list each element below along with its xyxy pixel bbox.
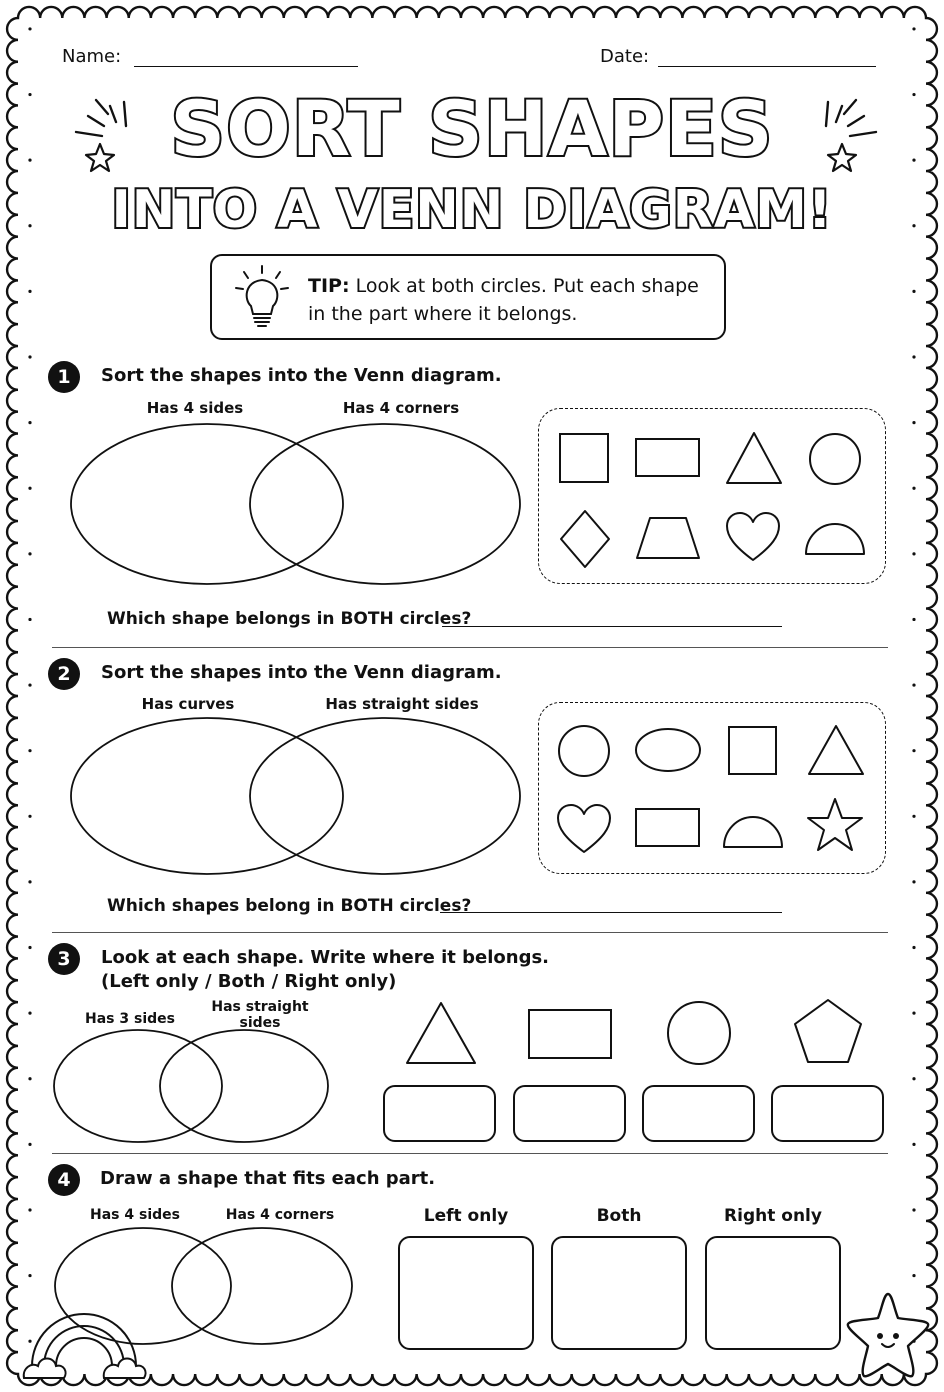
border-dot	[28, 749, 31, 752]
border-dot	[912, 749, 915, 752]
circle-icon[interactable]	[806, 430, 864, 488]
lightbulb-icon	[232, 264, 292, 334]
q2-venn-diagram	[60, 712, 530, 892]
question-2-number: 2	[48, 658, 80, 690]
name-label: Name:	[62, 46, 122, 67]
border-dot	[28, 1274, 31, 1277]
smiling-star-icon	[840, 1288, 936, 1384]
date-label: Date:	[600, 46, 650, 67]
rectangle-icon[interactable]	[633, 436, 703, 480]
q1-right-label: Has 4 corners	[342, 399, 460, 417]
tip-label: TIP:	[308, 275, 350, 297]
rectangle-icon[interactable]	[633, 806, 703, 850]
q3-answer-box-pentagon[interactable]	[771, 1085, 884, 1142]
border-dot	[912, 1077, 915, 1080]
border-dot	[28, 552, 31, 555]
square-icon[interactable]	[726, 724, 780, 778]
border-dot	[912, 1208, 915, 1211]
border-dot	[28, 618, 31, 621]
pentagon-icon	[792, 997, 864, 1065]
q3-venn-diagram	[50, 1026, 340, 1156]
border-dot	[28, 1077, 31, 1080]
rainbow-icon	[20, 1300, 150, 1384]
q4-draw-box-left-only[interactable]	[398, 1236, 534, 1350]
border-dot	[912, 1143, 915, 1146]
q3-answer-box-triangle[interactable]	[383, 1085, 496, 1142]
q2-left-label: Has curves	[141, 695, 235, 713]
q3-answer-box-circle[interactable]	[642, 1085, 755, 1142]
date-line[interactable]	[658, 66, 876, 67]
question-4-number: 4	[48, 1164, 80, 1196]
q1-answer-line[interactable]	[442, 626, 782, 627]
border-dot	[28, 27, 31, 30]
border-dot	[912, 290, 915, 293]
border-dot	[28, 683, 31, 686]
border-dot	[28, 946, 31, 949]
sparkle-icon	[806, 92, 886, 182]
border-dot	[912, 1274, 915, 1277]
border-dot	[912, 946, 915, 949]
border-dot	[28, 880, 31, 883]
tip-box	[210, 254, 726, 340]
heart-icon[interactable]	[555, 802, 613, 856]
star-icon[interactable]	[804, 796, 866, 856]
q2-both-question: Which shapes belong in BOTH circles?	[107, 896, 472, 916]
border-dot	[912, 487, 915, 490]
triangle-icon	[404, 1000, 478, 1066]
name-line[interactable]	[134, 66, 358, 67]
q3-left-label: Has 3 sides	[85, 1011, 175, 1027]
triangle-icon[interactable]	[724, 430, 784, 486]
border-dot	[912, 27, 915, 30]
q1-venn-diagram	[60, 416, 530, 596]
square-icon[interactable]	[557, 431, 611, 485]
border-dot	[912, 552, 915, 555]
border-dot	[28, 1208, 31, 1211]
q1-left-label: Has 4 sides	[146, 399, 244, 417]
q2-right-label: Has straight sides	[325, 695, 479, 713]
diamond-icon[interactable]	[558, 508, 612, 570]
q4-draw-box-right-only[interactable]	[705, 1236, 841, 1350]
heart-icon[interactable]	[724, 510, 782, 564]
border-dot	[912, 618, 915, 621]
circle-icon	[664, 998, 734, 1068]
q3-answer-box-rectangle[interactable]	[513, 1085, 626, 1142]
q3-right-label: Has straight sides	[211, 999, 309, 1031]
semicircle-icon[interactable]	[721, 812, 785, 850]
q2-answer-line[interactable]	[440, 912, 782, 913]
border-dot	[28, 815, 31, 818]
border-dot	[28, 355, 31, 358]
trapezoid-icon[interactable]	[634, 515, 702, 561]
section-divider	[52, 932, 888, 933]
border-dot	[28, 1143, 31, 1146]
semicircle-icon[interactable]	[803, 519, 867, 557]
border-dot	[28, 421, 31, 424]
triangle-icon[interactable]	[806, 723, 866, 777]
section-divider	[52, 647, 888, 648]
oval-icon[interactable]	[632, 726, 704, 776]
tip-body: Look at both circles. Put each shape in the part where it belongs.	[308, 275, 699, 325]
question-3-prompt: Look at each shape. Write where it belongs.	[101, 947, 550, 968]
question-3-options: (Left only / Both / Right only)	[101, 971, 397, 992]
border-dot	[28, 290, 31, 293]
question-2-prompt: Sort the shapes into the Venn diagram.	[101, 662, 502, 683]
q4-right-label: Has 4 corners	[225, 1207, 335, 1223]
q4-box-label-both: Both	[596, 1206, 642, 1226]
question-1-prompt: Sort the shapes into the Venn diagram.	[101, 365, 502, 386]
border-dot	[912, 880, 915, 883]
q1-both-question: Which shape belongs in BOTH circles?	[107, 609, 472, 629]
sparkle-icon	[66, 92, 146, 182]
border-dot	[912, 815, 915, 818]
circle-icon[interactable]	[555, 722, 613, 780]
tip-text	[308, 272, 718, 328]
question-3-number: 3	[48, 943, 80, 975]
title-line-2: INTO A VENN DIAGRAM!	[111, 180, 833, 240]
border-dot	[28, 1012, 31, 1015]
question-1-number: 1	[48, 361, 80, 393]
q4-left-label: Has 4 sides	[90, 1207, 180, 1223]
border-dot	[912, 683, 915, 686]
title-line-1: SORT SHAPES	[170, 84, 774, 173]
rectangle-icon	[526, 1007, 614, 1061]
q4-draw-box-both[interactable]	[551, 1236, 687, 1350]
question-4-prompt: Draw a shape that fits each part.	[100, 1168, 436, 1189]
border-dot	[28, 487, 31, 490]
border-dot	[912, 421, 915, 424]
border-dot	[912, 355, 915, 358]
section-divider	[52, 1153, 888, 1154]
border-dot	[912, 1012, 915, 1015]
q4-box-label-left: Left only	[423, 1206, 509, 1226]
q4-box-label-right: Right only	[724, 1206, 822, 1226]
